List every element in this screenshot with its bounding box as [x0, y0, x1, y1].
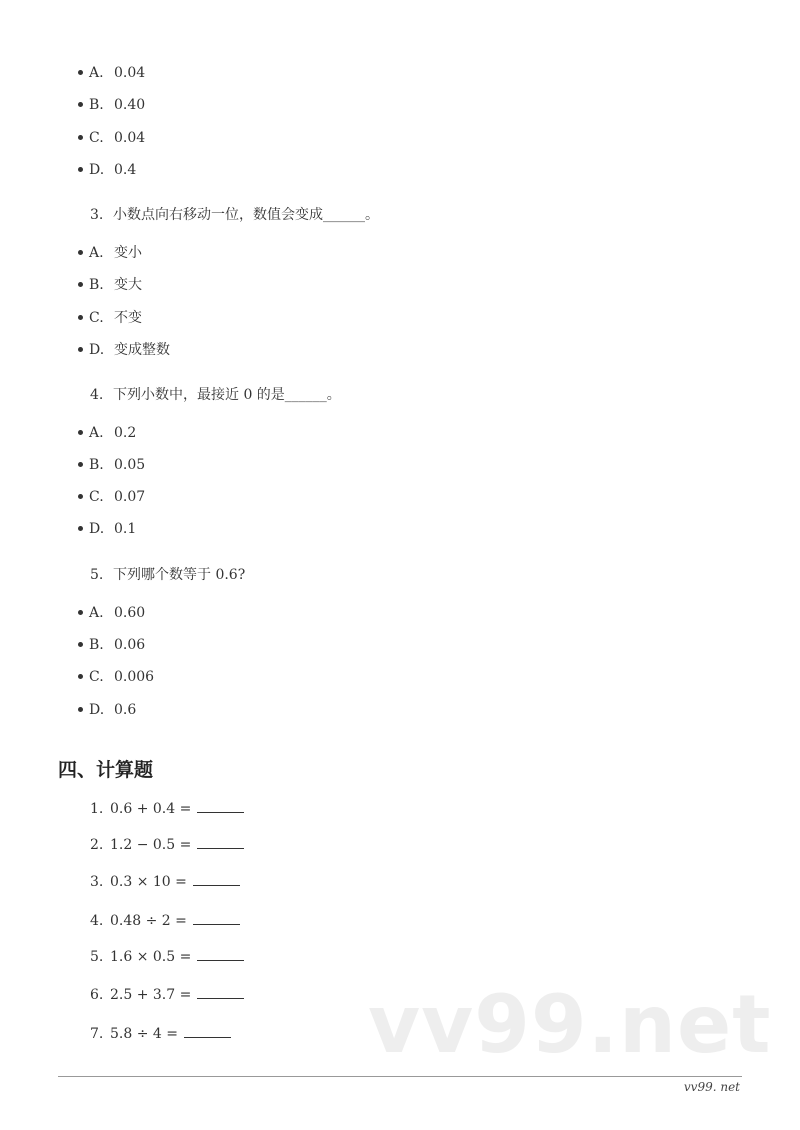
- bullet-dot: [78, 250, 83, 255]
- option-letter: A.: [89, 605, 104, 621]
- answer-blank: [197, 946, 244, 961]
- option-item: [78, 160, 136, 180]
- option-text: 0.6: [114, 702, 137, 718]
- option-item: [78, 635, 145, 655]
- option-letter: D.: [89, 162, 105, 178]
- calc-number: 3.: [90, 874, 104, 890]
- calc-expression: 1.6 × 0.5 =: [110, 949, 192, 965]
- option-item: [78, 487, 145, 507]
- calc-expression: 0.48 ÷ 2 =: [110, 913, 187, 929]
- option-text: 0.04: [114, 130, 146, 146]
- option-letter: B.: [89, 277, 104, 293]
- calc-expression: 5.8 ÷ 4 =: [110, 1026, 178, 1042]
- option-letter: C.: [89, 669, 104, 685]
- section-heading: 四、计算题: [58, 759, 154, 781]
- answer-blank: [193, 910, 240, 925]
- question-number: 3.: [90, 207, 104, 223]
- bullet-dot: [78, 282, 83, 287]
- option-text: 0.60: [114, 605, 146, 621]
- option-letter: A.: [89, 65, 104, 81]
- watermark: vv99.net: [368, 978, 772, 1071]
- bullet-dot: [78, 167, 83, 172]
- answer-blank: [184, 1023, 231, 1038]
- calc-item: [90, 798, 244, 820]
- calc-item: [90, 871, 240, 893]
- question-number: 5.: [90, 567, 104, 583]
- question-3: [90, 204, 379, 226]
- option-text: 0.06: [114, 637, 146, 653]
- answer-blank: [197, 984, 244, 999]
- option-text: 不变: [114, 310, 142, 326]
- answer-blank: [193, 871, 240, 886]
- calc-item: [90, 946, 244, 968]
- calc-expression: 0.3 × 10 =: [110, 874, 187, 890]
- option-item: [78, 308, 142, 328]
- option-item: [78, 128, 145, 148]
- option-letter: D.: [89, 342, 105, 358]
- option-item: [78, 667, 154, 687]
- calc-number: 6.: [90, 987, 104, 1003]
- footer-site-label: vv99. net: [683, 1080, 740, 1094]
- calc-number: 5.: [90, 949, 104, 965]
- calc-number: 1.: [90, 801, 104, 817]
- bullet-dot: [78, 430, 83, 435]
- option-text: 0.006: [114, 669, 155, 685]
- option-item: [78, 63, 145, 83]
- question-text: 小数点向右移动一位，数值会变成______。: [113, 207, 379, 223]
- calc-number: 2.: [90, 837, 104, 853]
- calc-item: [90, 910, 240, 932]
- calc-item: [90, 984, 244, 1006]
- answer-blank: [197, 798, 244, 813]
- bullet-dot: [78, 102, 83, 107]
- option-text: 0.2: [114, 425, 137, 441]
- option-item: [78, 700, 136, 720]
- calc-item: [90, 834, 244, 856]
- option-text: 0.05: [114, 457, 146, 473]
- option-item: [78, 243, 142, 263]
- option-letter: C.: [89, 489, 104, 505]
- option-text: 变成整数: [114, 342, 170, 358]
- option-text: 0.4: [114, 162, 137, 178]
- bullet-dot: [78, 494, 83, 499]
- answer-blank: [197, 834, 244, 849]
- bullet-dot: [78, 642, 83, 647]
- option-letter: C.: [89, 130, 104, 146]
- option-item: [78, 455, 145, 475]
- question-number: 4.: [90, 387, 104, 403]
- bullet-dot: [78, 462, 83, 467]
- option-text: 0.1: [114, 521, 137, 537]
- option-item: [78, 340, 170, 360]
- option-letter: A.: [89, 425, 104, 441]
- footer-divider: [58, 1076, 742, 1077]
- option-letter: B.: [89, 457, 104, 473]
- bullet-dot: [78, 70, 83, 75]
- question-5: [90, 564, 245, 586]
- question-text: 下列小数中，最接近 0 的是______。: [113, 387, 341, 403]
- option-letter: B.: [89, 637, 104, 653]
- option-text: 0.40: [114, 97, 146, 113]
- calc-item: [90, 1023, 231, 1045]
- option-text: 变小: [114, 245, 142, 261]
- question-4: [90, 384, 341, 406]
- bullet-dot: [78, 674, 83, 679]
- calc-expression: 0.6 + 0.4 =: [110, 801, 192, 817]
- option-letter: B.: [89, 97, 104, 113]
- option-text: 0.04: [114, 65, 146, 81]
- calc-number: 7.: [90, 1026, 104, 1042]
- question-text: 下列哪个数等于 0.6?: [113, 567, 246, 583]
- option-item: [78, 95, 145, 115]
- bullet-dot: [78, 347, 83, 352]
- option-item: [78, 275, 142, 295]
- option-text: 0.07: [114, 489, 146, 505]
- option-letter: A.: [89, 245, 104, 261]
- bullet-dot: [78, 610, 83, 615]
- option-item: [78, 423, 136, 443]
- option-letter: D.: [89, 702, 105, 718]
- bullet-dot: [78, 526, 83, 531]
- option-item: [78, 519, 136, 539]
- bullet-dot: [78, 315, 83, 320]
- option-item: [78, 603, 145, 623]
- calc-number: 4.: [90, 913, 104, 929]
- bullet-dot: [78, 135, 83, 140]
- option-letter: D.: [89, 521, 105, 537]
- option-letter: C.: [89, 310, 104, 326]
- bullet-dot: [78, 707, 83, 712]
- calc-expression: 2.5 + 3.7 =: [110, 987, 192, 1003]
- option-text: 变大: [114, 277, 142, 293]
- calc-expression: 1.2 − 0.5 =: [110, 837, 192, 853]
